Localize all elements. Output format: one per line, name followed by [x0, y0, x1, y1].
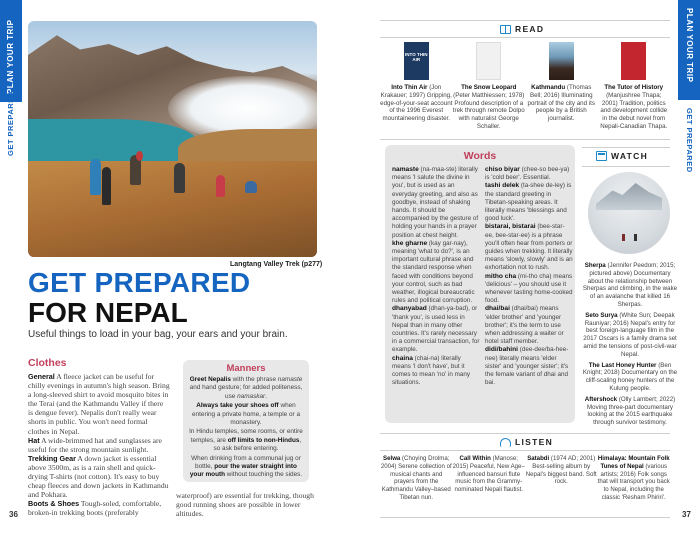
word-term: chaina — [392, 354, 413, 362]
book-desc: (Manjushree Thapa; 2001) Tradition, politics and development collide in the debut novel from Nepali-Canadian Thapa. — [600, 91, 668, 130]
book-cover — [476, 42, 501, 80]
watch-title: Aftershock — [584, 395, 618, 403]
manners-text: . — [265, 392, 267, 400]
listen-heading-label: LISTEN — [515, 437, 554, 447]
word-def: (ta-shee de-ley) is the standard greeting in Tibetan-speaking areas. It literally means 'blessings and good luck'. — [485, 182, 572, 223]
hero-photo — [28, 21, 317, 257]
manners-text: when entering a private home, a temple or a monastery. — [192, 402, 300, 426]
watch-desc: (White Sun; Deepak Rauniyar; 2016) Nepal's entry for best foreign-language film in the 2017 Oscars is a family drama set amid the tensions of post-civil-war Nepal. — [583, 311, 677, 358]
word-entry — [392, 355, 480, 388]
watch-item — [582, 396, 678, 427]
book-cover — [404, 42, 429, 80]
manners-item — [188, 376, 304, 401]
book-title: Kathmandu — [531, 84, 566, 91]
manners-item — [188, 402, 304, 427]
words-box — [385, 145, 575, 423]
clothes-item — [28, 372, 170, 436]
photo-hiker — [174, 163, 185, 193]
manners-term: namaskar — [237, 392, 266, 400]
word-def: (kay gar-nay), meaning 'what to do?', is an important cultural phrase and the standard response when faced with conditions beyond your control, such as bad weather, illogical bureaucratic rules and political corruption. — [392, 239, 475, 305]
listen-desc: (Choying Drolma; 2004) Serene collection of musical chants and prayers from the Kathmandu Valley–based Tibetan nun. — [380, 455, 452, 501]
word-def: (chee-so bee-ya) is 'cold beer'. Essential. — [485, 166, 570, 182]
divider — [380, 37, 670, 38]
manners-item — [188, 428, 304, 453]
page-title-line1: GET PREPARED — [28, 267, 251, 298]
manners-text: When drinking from a communal jug or bottle, — [191, 454, 301, 470]
tv-icon — [596, 151, 607, 161]
clothes-term: Boots & Shoes — [28, 499, 80, 509]
manners-box — [183, 360, 309, 482]
read-heading-label: READ — [515, 24, 545, 34]
listen-item — [598, 455, 671, 502]
clothes-item — [28, 436, 170, 454]
manners-text: without touching the sides. — [225, 470, 303, 478]
divider — [582, 147, 670, 148]
word-entry — [485, 166, 573, 182]
word-term: dhai/bai — [485, 305, 510, 313]
watch-item — [582, 262, 678, 309]
word-def: (dhai/bai) means 'elder brother' and 'younger brother'; it's the term to use when addressing a waiter or hotel staff member. — [485, 305, 564, 346]
book-item — [525, 42, 598, 131]
watch-item — [582, 312, 678, 359]
watch-title: Sherpa — [584, 262, 606, 269]
photo-hiker — [216, 175, 225, 197]
words-column — [485, 166, 573, 387]
divider — [380, 20, 670, 21]
photo-hiker — [102, 167, 111, 205]
subsection-label-right: GET PREPARED — [685, 108, 694, 173]
word-entry — [392, 305, 480, 354]
word-term: mitho cha — [485, 272, 517, 280]
divider — [380, 433, 670, 434]
listen-desc: (various artists; 2016) Folk songs that will transport you back to Nepal, including the classic 'Resham Phiriri'. — [597, 462, 670, 501]
book-item — [598, 42, 671, 131]
book-title: Into Thin Air — [391, 84, 428, 91]
still-figure — [634, 234, 637, 241]
book-list — [380, 42, 670, 131]
clothes-item — [28, 454, 170, 499]
divider — [380, 139, 670, 140]
word-entry — [485, 305, 573, 346]
clothes-term: Hat — [28, 435, 40, 445]
book-desc: (Jon Krakauer; 1997) Gripping, edge-of-your-seat account of the 1996 Everest mountaineering disaster. — [380, 84, 453, 123]
watch-list — [582, 262, 678, 430]
book-cover — [621, 42, 646, 80]
watch-desc: (Jennifer Peedom; 2015; pictured above) Documentary about the relationship between Sherpas and climbing, in the wake of an avalanche that killed 16 Sherpas. — [582, 262, 678, 308]
manners-bold: Always take your shoes off — [196, 402, 279, 410]
clothes-text: A wide-brimmed hat and sunglasses are useful for the strong mountain sunlight. — [28, 435, 162, 454]
listen-desc: (1974 AD; 2001) Best-selling album by Nepal's biggest band. Soft rock. — [525, 455, 597, 486]
word-def: (chai-na) literally means 'I don't have', but it comes to mean 'no' in many situations. — [392, 354, 471, 387]
word-def: (mi-tho cha) means 'delicious' – you should use it whenever tasting home-cooked food. — [485, 272, 573, 305]
watch-heading — [596, 151, 648, 161]
listen-list — [380, 455, 670, 502]
listen-title: Himalaya: Mountain Folk Tunes of Nepal — [597, 455, 670, 470]
book-desc: (Thomas Bell; 2016) Illuminating portrait of the city and its people by a British journalist. — [527, 84, 595, 123]
watch-heading-label: WATCH — [611, 151, 649, 161]
word-def: (dhan-ya-bad), or 'thank you', is used less in Nepal than in many other countries. It's rarely necessary in a commercial transaction, for example. — [392, 305, 480, 354]
manners-bold: pour the water straight into your mouth — [189, 462, 297, 478]
photo-hiker — [245, 181, 257, 193]
clothes-item — [28, 499, 170, 517]
manners-text: In Hindu temples, some rooms, or entire temples, are — [189, 428, 303, 444]
photo-lake — [28, 119, 198, 167]
divider — [380, 517, 670, 518]
word-def: (bee-star-ee, bee-star-ee) is a phrase you'll often hear from porters or guides when trekking. It literally means 'slowly, slowly' and is an exhortation not to rush. — [485, 223, 573, 272]
word-entry — [485, 223, 573, 272]
page-number-right: 37 — [682, 510, 691, 519]
watch-item — [582, 362, 678, 393]
book-cover-text: INTO THIN AIR — [405, 52, 428, 62]
word-term: chiso biyar — [485, 166, 520, 173]
book-item — [380, 42, 453, 131]
clothes-continuation: waterproof) are essential for trekking, though good running shoes are possible in lower altitudes. — [176, 491, 314, 519]
watch-title: The Last Honey Hunter — [588, 361, 657, 369]
read-heading — [500, 24, 544, 34]
divider — [380, 450, 670, 451]
book-desc: (Peter Matthiessen; 1978) Profound description of a trek through remote Dolpo with naturalist George Schaller. — [452, 91, 525, 130]
word-entry — [392, 240, 480, 306]
book-cover — [549, 42, 574, 80]
word-entry — [485, 182, 573, 223]
clothes-text: Tough-soled, comfortable, broken-in trekking boots (preferably — [28, 499, 162, 518]
clothes-text: A fleece jacket can be useful for chilly evenings in autumn's high season. Bring a long-sleeved shirt to avoid mosquito bites in the Terai (and the Kathmandu Valley if there is dengue fever). Nepalis don't really wear shorts in public. You won't need formal clothes in Nepal. — [28, 372, 170, 436]
book-title: The Snow Leopard — [461, 84, 517, 91]
word-entry — [392, 166, 480, 240]
word-term: namaste — [392, 166, 419, 173]
book-icon — [500, 25, 511, 34]
book-item — [453, 42, 526, 131]
listen-item — [453, 455, 526, 502]
manners-bold: Greet Nepalis — [189, 376, 231, 384]
words-heading: Words — [463, 150, 497, 162]
clothes-term: Trekking Gear — [28, 453, 76, 463]
watch-desc: (Olly Lambert; 2022) Moving three-part documentary looking at the 2015 earthquake through survivor testimony. — [587, 395, 676, 427]
listen-item — [380, 455, 453, 502]
manners-text: , so ask before entering. — [213, 436, 302, 452]
page-subtitle: Useful things to load in your bag, your ears and your brain. — [28, 329, 288, 340]
listen-title: Call Within — [459, 455, 491, 462]
words-column — [392, 166, 480, 387]
still-figure — [622, 234, 625, 241]
manners-item — [188, 455, 304, 480]
manners-heading: Manners — [226, 363, 266, 374]
word-term: tashi delek — [485, 182, 520, 190]
section-tab-label: PLAN YOUR TRIP — [6, 19, 15, 94]
manners-text: and hand gesture; for added politeness, use — [189, 384, 303, 400]
page-title-line2: FOR NEPAL — [28, 297, 188, 328]
word-term: dhanyabad — [392, 305, 427, 313]
word-term: bistarai, bistarai — [485, 223, 536, 231]
word-term: khe gharne — [392, 239, 428, 247]
photo-hiker — [90, 159, 101, 195]
watch-desc: (Ben Knight; 2018) Documentary on the cliff-scaling honey hunters of the Kulung people. — [582, 361, 678, 392]
photo-hiker — [136, 151, 143, 161]
divider — [582, 166, 670, 167]
headphones-icon — [500, 438, 511, 447]
listen-title: Satabdi — [527, 455, 550, 462]
clothes-body — [28, 372, 170, 518]
photo-ground — [28, 161, 317, 257]
book-title: The Tutor of History — [604, 84, 664, 91]
page-number-left: 36 — [9, 510, 18, 519]
word-entry — [485, 346, 573, 387]
clothes-heading: Clothes — [28, 357, 67, 369]
sherpa-film-still — [588, 172, 670, 254]
section-tab-label: PLAN YOUR TRIP — [685, 8, 694, 83]
listen-heading — [500, 437, 553, 447]
word-entry — [485, 273, 573, 306]
manners-term: namaste — [277, 376, 303, 384]
clothes-text: A down jacket is essential above 3500m, as is a rain shell and quick-drying T-shirts (not cotton). It's easy to buy cheap fleeces and down jackets in Kathmandu and Pokhara. — [28, 453, 169, 500]
still-peak — [596, 180, 662, 210]
listen-desc: (Manose; 2015) Peaceful, New Age–influenced bansuri flute music from the Grammy-nominated Nepali flautist. — [452, 455, 525, 494]
section-tab-right — [678, 0, 700, 100]
clothes-term: General — [28, 372, 55, 381]
photo-caption: Langtang Valley Trek (p277) — [230, 261, 323, 268]
watch-title: Seto Surya — [585, 311, 618, 319]
listen-item — [525, 455, 598, 502]
section-tab-left — [0, 0, 22, 102]
subsection-label-left: GET PREPARED — [6, 91, 15, 156]
manners-text: with the phrase — [230, 376, 278, 384]
listen-title: Selwa — [383, 455, 401, 462]
word-def: (dee-dee/ba-hee-nee) literally means 'elder sister' and 'younger sister'; it's the female variant of dhai and bai. — [485, 346, 569, 387]
manners-bold: off limits to non-Hindus — [227, 436, 300, 444]
word-term: didi/bahini — [485, 346, 518, 354]
word-def: (na-maa-ste) literally means 'I salute the divine in you', but is used as an everyday greeting, and also as goodbye, instead of shaking hands. It should be accompanied by the gesture of holding your hands in a prayer position at chest height. — [392, 166, 479, 239]
